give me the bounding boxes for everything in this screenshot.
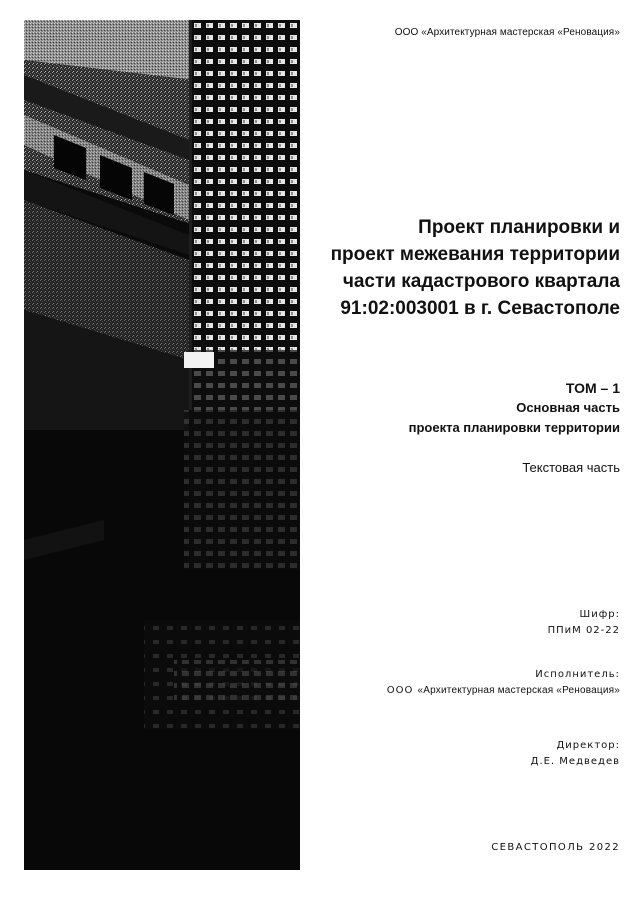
cipher-block bbox=[548, 607, 620, 639]
title-line: части кадастрового квартала bbox=[342, 271, 620, 292]
executor-prefix: ООО bbox=[386, 685, 414, 696]
volume-subtitle: Основная часть bbox=[516, 400, 620, 415]
section-label: Текстовая часть bbox=[522, 460, 620, 475]
executor-value bbox=[387, 683, 620, 699]
title-line: 91:02:003001 в г. Севастополе bbox=[340, 298, 620, 319]
executor-label: Исполнитель: bbox=[535, 669, 620, 680]
header-organization: ООО «Архитектурная мастерская «Реновация» bbox=[394, 27, 620, 38]
cover-building-photo bbox=[24, 20, 300, 870]
director-block bbox=[531, 738, 620, 770]
title-line: Проект планировки и bbox=[418, 217, 620, 238]
volume-block bbox=[300, 378, 620, 438]
executor-block bbox=[387, 667, 620, 699]
executor-organization: «Архитектурная мастерская «Реновация» bbox=[417, 685, 620, 696]
volume-number: ТОМ – 1 bbox=[565, 380, 620, 396]
cipher-label: Шифр: bbox=[579, 609, 620, 620]
cipher-value: ППиМ 02-22 bbox=[547, 625, 620, 636]
building-facade-image bbox=[24, 20, 300, 870]
volume-subtitle: проекта планировки территории bbox=[408, 420, 620, 435]
director-name: Д.Е. Медведев bbox=[530, 756, 620, 767]
title-line: проект межевания территории bbox=[330, 244, 620, 265]
document-title bbox=[300, 214, 620, 322]
director-label: Директор: bbox=[556, 740, 620, 751]
city-year: СЕВАСТОПОЛЬ 2022 bbox=[491, 842, 620, 853]
